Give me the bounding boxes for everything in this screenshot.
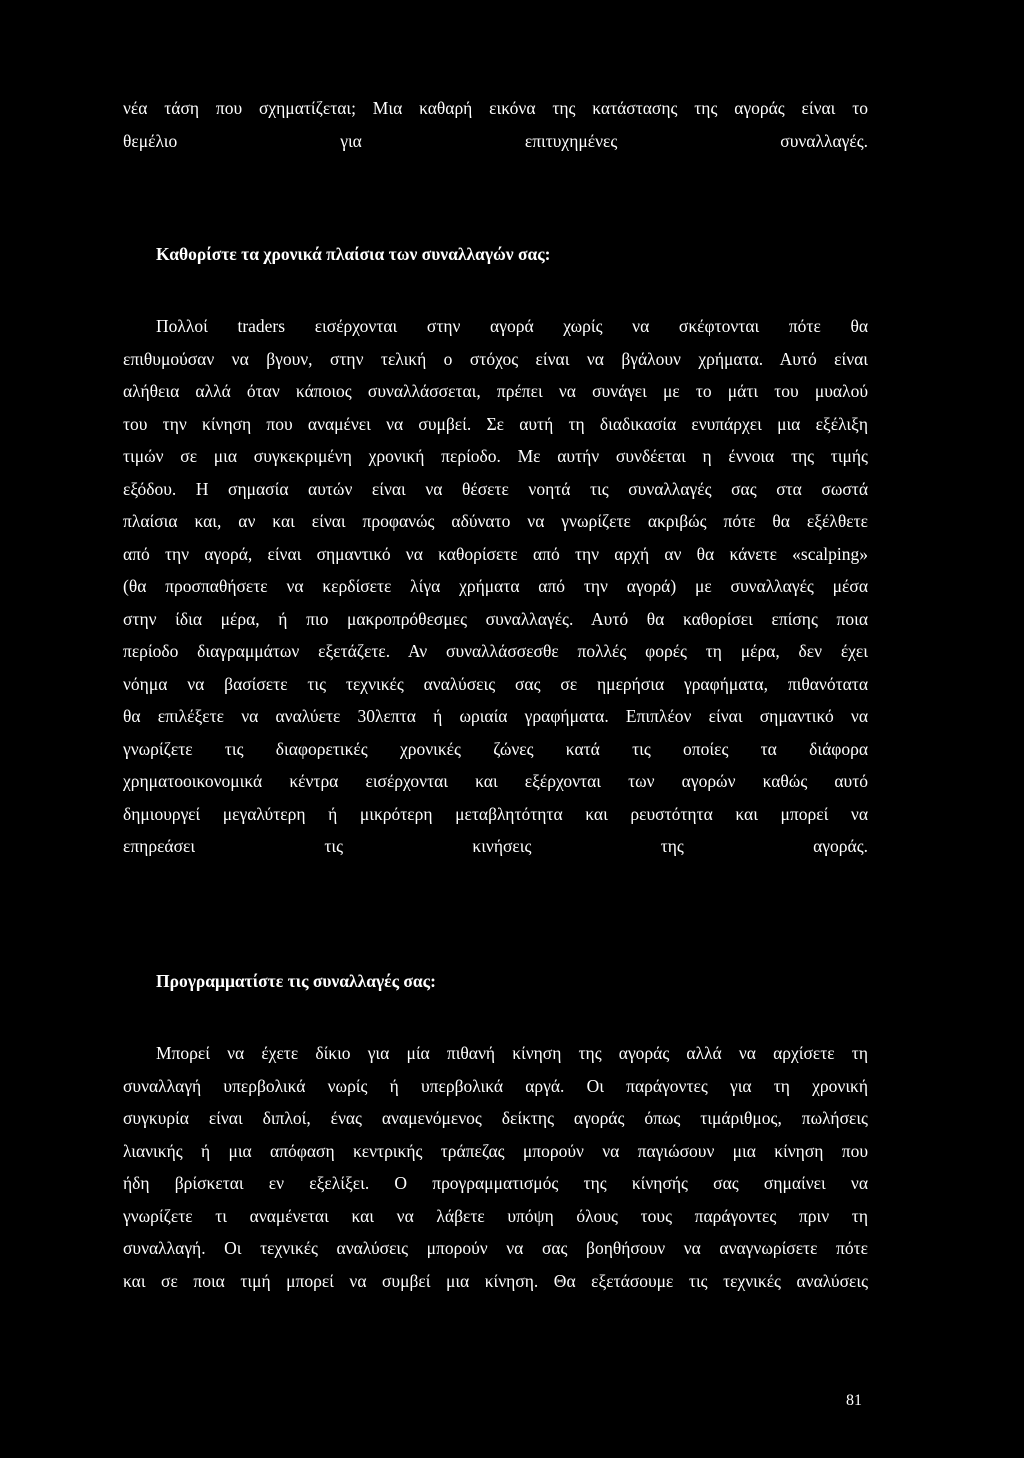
text-line: εξόδου. Η σημασία αυτών είναι να θέσετε νοητά τις συναλλαγές σας στα σωστά bbox=[123, 478, 868, 499]
text-line: του την κίνηση που αναμένει να συμβεί. Σε αυτή τη διαδικασία ενυπάρχει μια εξέλιξη bbox=[123, 413, 868, 434]
text-line: περίοδο διαγραμμάτων εξετάζετε. Αν συναλλάσσεσθε πολλές φορές τη μέρα, δεν έχει bbox=[123, 641, 868, 661]
text-line: Πολλοί traders εισέρχονται στην αγορά χωρίς να σκέφτονται πότε θα bbox=[156, 316, 868, 336]
page-number: 81 bbox=[846, 1392, 862, 1409]
text-line: γνωρίζετε τις διαφορετικές χρονικές ζώνες κατά τις οποίες τα διάφορα bbox=[123, 738, 868, 759]
text-line: και σε ποια τιμή μπορεί να συμβεί μια κίνηση. Θα εξετάσουμε τις τεχνικές αναλύσεις bbox=[123, 1270, 868, 1291]
text-line: από την αγορά, είναι σημαντικό να καθορίσετε από την αρχή αν θα κάνετε «scalping» bbox=[123, 543, 868, 564]
text-line: ήδη βρίσκεται εν εξελίξει. Ο προγραμματισμός της κίνησής σας σημαίνει να bbox=[123, 1173, 868, 1193]
text-line: χρηματοοικονομικά κέντρα εισέρχονται και εξέρχονται των αγορών καθώς αυτό bbox=[123, 771, 868, 791]
text-line: γνωρίζετε τι αναμένεται και να λάβετε υπόψη όλους τους παράγοντες πριν τη bbox=[123, 1205, 868, 1226]
text-line: θα επιλέξετε να αναλύετε 30λεπτα ή ωριαία γραφήματα. Επιπλέον είναι σημαντικό να bbox=[123, 706, 868, 726]
text-line: αλήθεια αλλά όταν κάποιος συναλλάσσεται, πρέπει να συνάγει με το μάτι του μυαλού bbox=[123, 381, 868, 401]
scheduling-paragraph bbox=[123, 1037, 868, 1297]
section-heading-scheduling: Προγραμματίστε τις συναλλαγές σας: bbox=[156, 971, 436, 991]
text-line: συναλλαγή. Οι τεχνικές αναλύσεις μπορούν να σας βοηθήσουν να αναγνωρίσετε πότε bbox=[123, 1238, 868, 1258]
text-line: επηρεάσει τις κινήσεις της αγοράς. bbox=[123, 836, 868, 856]
text-line: θεμέλιο για επιτυχημένες συναλλαγές. bbox=[123, 130, 868, 151]
text-line: επιθυμούσαν να βγουν, στην τελική ο στόχος είναι να βγάλουν χρήματα. Αυτό είναι bbox=[123, 348, 868, 369]
text-line: στην ίδια μέρα, ή πιο μακροπρόθεσμες συναλλαγές. Αυτό θα καθορίσει επίσης ποια bbox=[123, 608, 868, 629]
text-line: νόημα να βασίσετε τις τεχνικές αναλύσεις σας σε ημερήσια γραφήματα, πιθανότατα bbox=[123, 673, 868, 694]
text-line: νέα τάση που σχηματίζεται; Μια καθαρή εικόνα της κατάστασης της αγοράς είναι το bbox=[123, 98, 868, 118]
text-line: τιμών σε μια συγκεκριμένη χρονική περίοδο. Με αυτήν συνδέεται η έννοια της τιμής bbox=[123, 446, 868, 466]
text-line: λιανικής ή μια απόφαση κεντρικής τράπεζας μπορούν να παγιώσουν μια κίνηση που bbox=[123, 1140, 868, 1161]
text-line: (θα προσπαθήσετε να κερδίσετε λίγα χρήματα από την αγορά) με συναλλαγές μέσα bbox=[123, 576, 868, 596]
text-line: πλαίσια και, αν και είναι προφανώς αδύνατο να γνωρίζετε ακριβώς πότε θα εξέλθετε bbox=[123, 511, 868, 531]
text-line: συγκυρία είναι διπλοί, ένας αναμενόμενος δείκτης αγοράς όπως τιμάριθμος, πωλήσεις bbox=[123, 1108, 868, 1128]
section-heading-timeframes: Καθορίστε τα χρονικά πλαίσια των συναλλαγών σας: bbox=[156, 244, 551, 264]
intro-paragraph bbox=[123, 92, 868, 157]
text-line: συναλλαγή υπερβολικά νωρίς ή υπερβολικά αργά. Οι παράγοντες για τη χρονική bbox=[123, 1075, 868, 1096]
text-line: δημιουργεί μεγαλύτερη ή μικρότερη μεταβλητότητα και ρευστότητα και μπορεί να bbox=[123, 803, 868, 824]
text-line: Μπορεί να έχετε δίκιο για μία πιθανή κίνηση της αγοράς αλλά να αρχίσετε τη bbox=[156, 1043, 868, 1063]
timeframes-paragraph bbox=[123, 310, 868, 863]
